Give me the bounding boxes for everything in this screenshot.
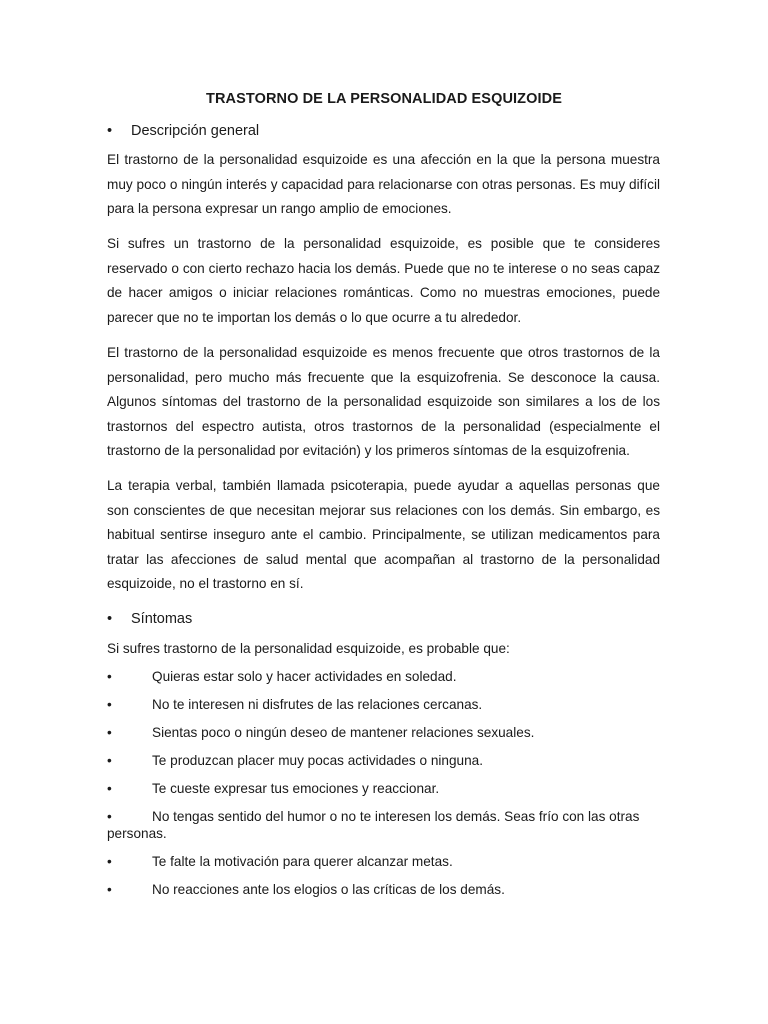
list-item	[107, 668, 660, 685]
list-item-text: Sientas poco o ningún deseo de mantener relaciones sexuales.	[152, 725, 535, 740]
bullet-icon: •	[107, 697, 112, 712]
bullet-icon: •	[107, 854, 112, 869]
paragraph: El trastorno de la personalidad esquizoide es menos frecuente que otros trastornos de la personalidad, pero mucho más frecuente que la esquizofrenia. Se desconoce la causa. Algunos síntomas del trastorno de la personalidad esquizoide son similares a los de los trastornos del espectro autista, otros trastornos de la personalidad (especialmente el trastorno de la personalidad por evitación) y los primeros síntomas de la esquizofrenia.	[107, 345, 660, 458]
list-item-text: Te cueste expresar tus emociones y reaccionar.	[152, 781, 440, 796]
paragraph: La terapia verbal, también llamada psicoterapia, puede ayudar a aquellas personas que son conscientes de que necesitan mejorar sus relaciones con los demás. Sin embargo, es habitual sentirse inseguro ante el cambio. Principalmente, se utilizan medicamentos para tratar las afecciones de salud mental que acompañan al trastorno de la personalidad esquizoide, no el trastorno en sí.	[107, 478, 660, 591]
list-item	[107, 780, 660, 797]
list-item	[107, 752, 660, 769]
section-heading-sintomas	[107, 611, 193, 627]
bullet-icon: •	[107, 669, 112, 684]
section-heading-label: Síntomas	[131, 611, 193, 627]
list-item	[107, 724, 660, 741]
list-item-text: No reacciones ante los elogios o las críticas de los demás.	[152, 882, 505, 897]
page-title: TRASTORNO DE LA PERSONALIDAD ESQUIZOIDE	[206, 91, 562, 107]
list-item	[107, 881, 660, 898]
list-item	[107, 808, 660, 842]
list-item-text: No tengas sentido del humor o no te interesen los demás. Seas frío con las otras personas.	[107, 809, 640, 841]
list-item-text: Quieras estar solo y hacer actividades en soledad.	[152, 669, 457, 684]
paragraph: El trastorno de la personalidad esquizoide es una afección en la que la persona muestra muy poco o ningún interés y capacidad para relacionarse con otras personas. Es muy difícil para la persona expresar un rango amplio de emociones.	[107, 152, 660, 216]
list-item-text: Te falte la motivación para querer alcanzar metas.	[152, 854, 453, 869]
section-heading-descripcion	[107, 123, 260, 139]
bullet-icon: •	[107, 882, 112, 897]
bullet-icon: •	[107, 123, 113, 139]
list-item-text: Te produzcan placer muy pocas actividades o ninguna.	[152, 753, 483, 768]
bullet-icon: •	[107, 781, 112, 796]
paragraph: Si sufres un trastorno de la personalidad esquizoide, es posible que te consideres reservado o con cierto rechazo hacia los demás. Puede que no te interese o no seas capaz de hacer amigos o iniciar relaciones románticas. Como no muestras emociones, puede parecer que no te importan los demás o lo que ocurre a tu alrededor.	[107, 236, 660, 325]
bullet-icon: •	[107, 753, 112, 768]
bullet-icon: •	[107, 725, 112, 740]
bullet-icon: •	[107, 611, 113, 627]
list-item-text: No te interesen ni disfrutes de las relaciones cercanas.	[152, 697, 483, 712]
bullet-icon: •	[107, 809, 112, 824]
symptoms-intro: Si sufres trastorno de la personalidad esquizoide, es probable que:	[107, 641, 510, 656]
list-item	[107, 696, 660, 713]
list-item	[107, 853, 660, 870]
section-heading-label: Descripción general	[131, 123, 260, 139]
